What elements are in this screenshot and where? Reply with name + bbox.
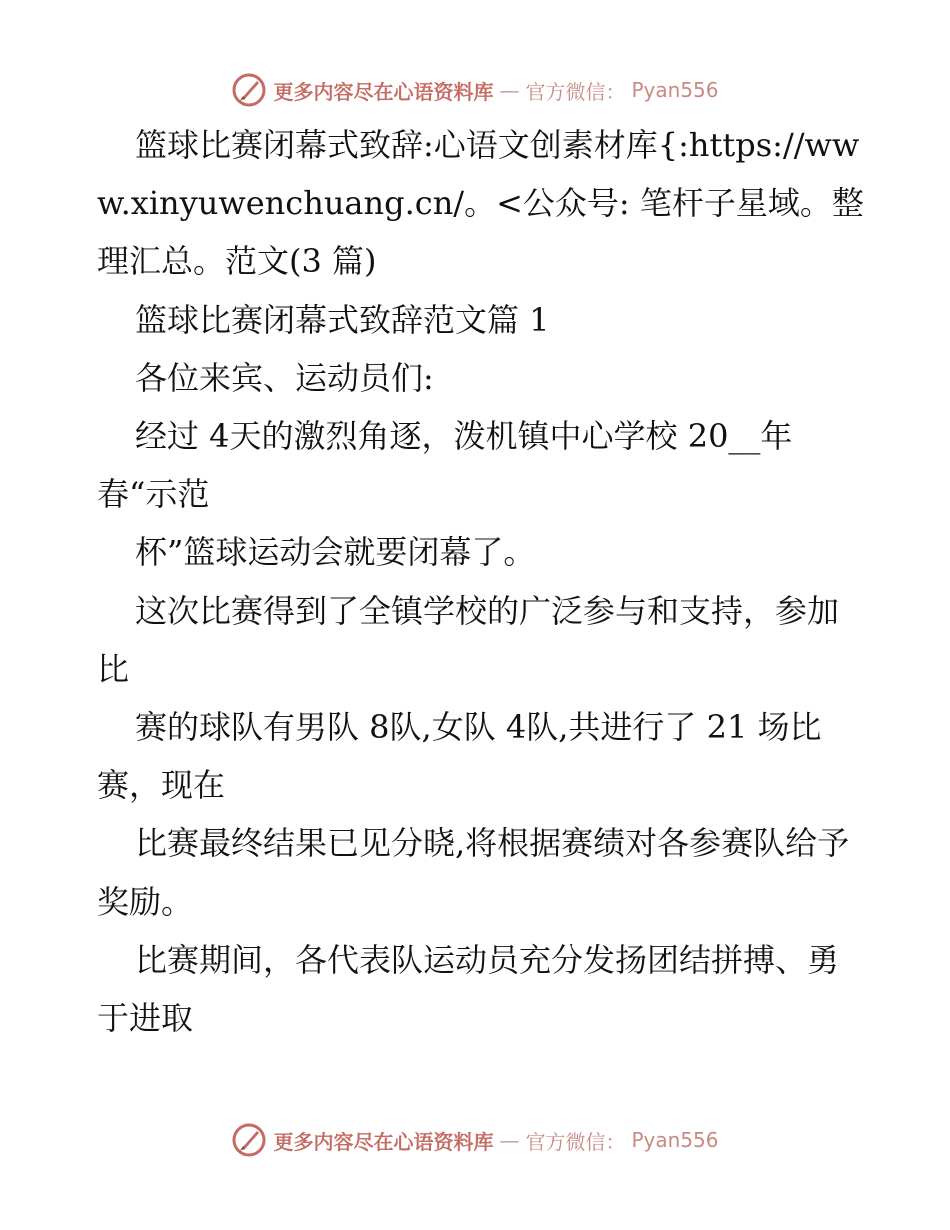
quill-pen-logo-icon (231, 1122, 267, 1158)
document-title: 篮球比赛闭幕式致辞:心语文创素材库{:https://www.xinyuwenchuang.cn/。<公众号: 笔杆子星域。整理汇总。范文(3 篇) (97, 126, 864, 281)
paragraph: 比赛期间，各代表队运动员充分发扬团结拼搏、勇于进取 (97, 940, 840, 1038)
footer-watermark (0, 1122, 950, 1158)
watermark-wechat-id: Pyan556 (631, 1128, 719, 1152)
quill-pen-logo-icon (231, 72, 267, 108)
paragraph: 经过 4天的激烈角逐，泼机镇中心学校 20__年春“示范 (97, 417, 793, 514)
watermark-wechat-label: 官方微信： (525, 79, 626, 104)
section-heading: 篮球比赛闭幕式致辞范文篇 1 (135, 300, 550, 339)
watermark-wechat-id: Pyan556 (631, 78, 719, 102)
document-body (97, 116, 867, 1047)
paragraph: 比赛最终结果已见分晓,将根据赛绩对各参赛队给予奖励。 (97, 824, 850, 921)
paragraph: 杯”篮球运动会就要闭幕了。 (135, 533, 536, 572)
watermark-wechat-label: 官方微信： (525, 1129, 626, 1154)
watermark-main-text: 更多内容尽在心语资料库 (273, 79, 494, 104)
watermark-dash: — (499, 78, 520, 102)
watermark-main-text: 更多内容尽在心语资料库 (273, 1129, 494, 1154)
paragraph: 这次比赛得到了全镇学校的广泛参与和支持，参加比 (97, 591, 840, 688)
header-watermark (0, 72, 950, 108)
paragraph: 赛的球队有男队 8队,女队 4队,共进行了 21 场比赛，现在 (97, 708, 822, 805)
watermark-dash: — (499, 1128, 520, 1152)
paragraph: 各位来宾、运动员们: (135, 358, 434, 397)
